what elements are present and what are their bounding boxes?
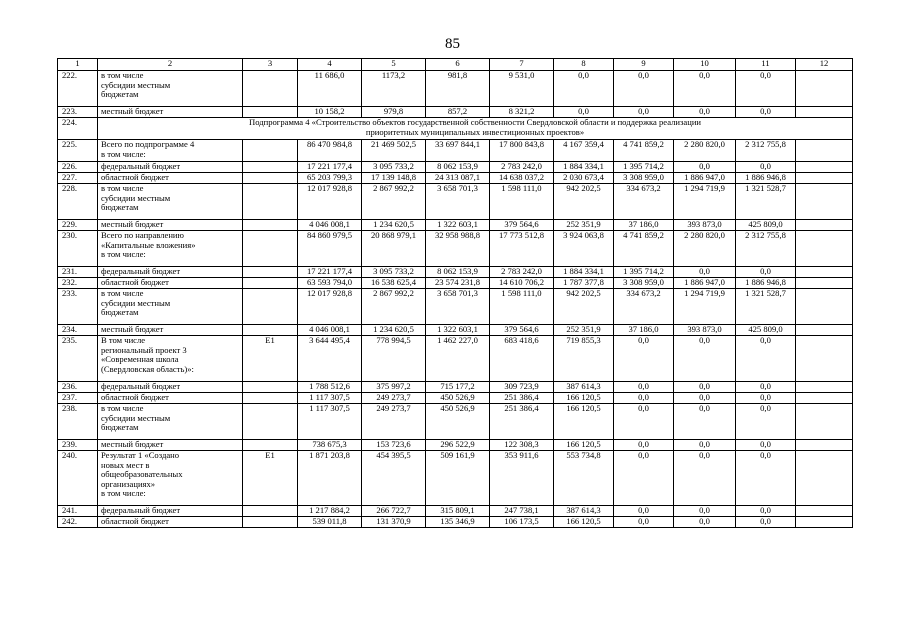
value-cell: 1 234 620,5 (362, 220, 426, 231)
value-cell: 0,0 (614, 451, 674, 506)
value-cell: 715 177,2 (426, 382, 490, 393)
column-header: 7 (490, 59, 554, 71)
value-cell: 3 658 701,3 (426, 184, 490, 220)
value-cell: 12 017 928,8 (298, 184, 362, 220)
value-cell: 17 221 177,4 (298, 267, 362, 278)
value-cell: 1 395 714,2 (614, 267, 674, 278)
row-number: 234. (58, 325, 98, 336)
row-label: местный бюджет (98, 220, 243, 231)
row-label: местный бюджет (98, 440, 243, 451)
value-cell: 23 574 231,8 (426, 278, 490, 289)
value-cell: 450 526,9 (426, 393, 490, 404)
empty-cell (796, 278, 853, 289)
row-label: областной бюджет (98, 517, 243, 528)
table-row (58, 382, 853, 393)
value-cell: 8 062 153,9 (426, 162, 490, 173)
value-cell: 166 120,5 (554, 393, 614, 404)
value-cell: 0,0 (674, 107, 736, 118)
value-cell: 553 734,8 (554, 451, 614, 506)
budget-table (57, 58, 853, 528)
value-cell: 249 273,7 (362, 404, 426, 440)
column-header: 6 (426, 59, 490, 71)
empty-cell (796, 231, 853, 267)
empty-cell (796, 173, 853, 184)
value-cell: 683 418,6 (490, 336, 554, 382)
value-cell: 251 386,4 (490, 404, 554, 440)
value-cell: 24 313 087,1 (426, 173, 490, 184)
value-cell: 0,0 (736, 451, 796, 506)
value-cell: 0,0 (614, 336, 674, 382)
value-cell: 1 294 719,9 (674, 289, 736, 325)
project-code (243, 325, 298, 336)
value-cell: 0,0 (674, 162, 736, 173)
value-cell: 3 095 733,2 (362, 162, 426, 173)
row-number: 235. (58, 336, 98, 382)
value-cell: 942 202,5 (554, 184, 614, 220)
value-cell: 9 531,0 (490, 71, 554, 107)
value-cell: 334 673,2 (614, 184, 674, 220)
row-number: 232. (58, 278, 98, 289)
table-row (58, 289, 853, 325)
row-label: местный бюджет (98, 325, 243, 336)
value-cell: 0,0 (736, 393, 796, 404)
row-label: областной бюджет (98, 393, 243, 404)
table-row (58, 267, 853, 278)
value-cell: 981,8 (426, 71, 490, 107)
value-cell: 3 924 063,8 (554, 231, 614, 267)
row-number: 227. (58, 173, 98, 184)
value-cell: 166 120,5 (554, 440, 614, 451)
value-cell: 3 658 701,3 (426, 289, 490, 325)
row-label: Всего по подпрограмме 4 в том числе: (98, 140, 243, 162)
value-cell: 379 564,6 (490, 325, 554, 336)
subprogram-title: Подпрограмма 4 «Строительство объектов государственной собственности Свердловской области и поддержка реализации приоритетных муниципальных инвестиционных проектов» (98, 118, 853, 140)
table-row (58, 184, 853, 220)
value-cell: 2 030 673,4 (554, 173, 614, 184)
column-header: 9 (614, 59, 674, 71)
value-cell: 1 117 307,5 (298, 393, 362, 404)
empty-cell (796, 267, 853, 278)
value-cell: 0,0 (554, 71, 614, 107)
column-header: 2 (98, 59, 243, 71)
column-header: 12 (796, 59, 853, 71)
project-code (243, 71, 298, 107)
value-cell: 17 139 148,8 (362, 173, 426, 184)
value-cell: 0,0 (736, 404, 796, 440)
project-code (243, 278, 298, 289)
row-label: В том числе региональный проект 3 «Современная школа (Свердловская область)»: (98, 336, 243, 382)
value-cell: 1 886 946,8 (736, 278, 796, 289)
value-cell: 979,8 (362, 107, 426, 118)
value-cell: 0,0 (674, 71, 736, 107)
value-cell: 1 886 946,8 (736, 173, 796, 184)
row-label: в том числе субсидии местным бюджетам (98, 289, 243, 325)
table-row (58, 440, 853, 451)
value-cell: 1 322 603,1 (426, 325, 490, 336)
table-row (58, 71, 853, 107)
value-cell: 1 462 227,0 (426, 336, 490, 382)
value-cell: 106 173,5 (490, 517, 554, 528)
value-cell: 0,0 (614, 71, 674, 107)
value-cell: 0,0 (736, 382, 796, 393)
value-cell: 1 234 620,5 (362, 325, 426, 336)
value-cell: 334 673,2 (614, 289, 674, 325)
table-row (58, 517, 853, 528)
row-number: 237. (58, 393, 98, 404)
table-row (58, 325, 853, 336)
value-cell: 425 809,0 (736, 220, 796, 231)
value-cell: 1 598 111,0 (490, 184, 554, 220)
table-row (58, 393, 853, 404)
empty-cell (796, 506, 853, 517)
project-code (243, 220, 298, 231)
value-cell: 131 370,9 (362, 517, 426, 528)
row-label: федеральный бюджет (98, 382, 243, 393)
row-number: 236. (58, 382, 98, 393)
column-header: 10 (674, 59, 736, 71)
value-cell: 4 167 359,4 (554, 140, 614, 162)
value-cell: 8 062 153,9 (426, 267, 490, 278)
value-cell: 379 564,6 (490, 220, 554, 231)
value-cell: 249 273,7 (362, 393, 426, 404)
value-cell: 0,0 (674, 382, 736, 393)
row-number: 230. (58, 231, 98, 267)
value-cell: 0,0 (674, 404, 736, 440)
value-cell: 296 522,9 (426, 440, 490, 451)
value-cell: 17 773 512,8 (490, 231, 554, 267)
row-number: 233. (58, 289, 98, 325)
value-cell: 778 994,5 (362, 336, 426, 382)
value-cell: 266 722,7 (362, 506, 426, 517)
value-cell: 33 697 844,1 (426, 140, 490, 162)
row-label: местный бюджет (98, 107, 243, 118)
page-number: 85 (445, 36, 460, 52)
value-cell: 2 867 992,2 (362, 289, 426, 325)
row-number: 229. (58, 220, 98, 231)
value-cell: 539 011,8 (298, 517, 362, 528)
value-cell: 1 871 203,8 (298, 451, 362, 506)
value-cell: 4 741 859,2 (614, 231, 674, 267)
value-cell: 3 644 495,4 (298, 336, 362, 382)
value-cell: 2 280 820,0 (674, 140, 736, 162)
row-number: 242. (58, 517, 98, 528)
value-cell: 393 873,0 (674, 325, 736, 336)
value-cell: 3 095 733,2 (362, 267, 426, 278)
empty-cell (796, 184, 853, 220)
value-cell: 375 997,2 (362, 382, 426, 393)
value-cell: 1 598 111,0 (490, 289, 554, 325)
value-cell: 387 614,3 (554, 506, 614, 517)
project-code (243, 517, 298, 528)
value-cell: 315 809,1 (426, 506, 490, 517)
value-cell: 11 686,0 (298, 71, 362, 107)
value-cell: 738 675,3 (298, 440, 362, 451)
empty-cell (796, 382, 853, 393)
row-number: 239. (58, 440, 98, 451)
value-cell: 4 046 008,1 (298, 220, 362, 231)
value-cell: 309 723,9 (490, 382, 554, 393)
value-cell: 0,0 (736, 440, 796, 451)
row-label: в том числе субсидии местным бюджетам (98, 71, 243, 107)
project-code: Е1 (243, 336, 298, 382)
value-cell: 166 120,5 (554, 517, 614, 528)
value-cell: 0,0 (614, 382, 674, 393)
table-row (58, 506, 853, 517)
project-code (243, 382, 298, 393)
row-number: 224. (58, 118, 98, 140)
row-label: в том числе субсидии местным бюджетам (98, 184, 243, 220)
value-cell: 252 351,9 (554, 325, 614, 336)
value-cell: 251 386,4 (490, 393, 554, 404)
value-cell: 3 308 959,0 (614, 278, 674, 289)
value-cell: 0,0 (736, 336, 796, 382)
row-label: областной бюджет (98, 278, 243, 289)
value-cell: 135 346,9 (426, 517, 490, 528)
value-cell: 1 884 334,1 (554, 162, 614, 173)
value-cell: 0,0 (614, 393, 674, 404)
value-cell: 1 886 947,0 (674, 278, 736, 289)
value-cell: 0,0 (614, 440, 674, 451)
project-code (243, 404, 298, 440)
value-cell: 1 117 307,5 (298, 404, 362, 440)
value-cell: 1 217 884,2 (298, 506, 362, 517)
value-cell: 252 351,9 (554, 220, 614, 231)
project-code (243, 140, 298, 162)
value-cell: 2 312 755,8 (736, 140, 796, 162)
project-code (243, 289, 298, 325)
value-cell: 942 202,5 (554, 289, 614, 325)
value-cell: 4 046 008,1 (298, 325, 362, 336)
table-row (58, 140, 853, 162)
value-cell: 86 470 984,8 (298, 140, 362, 162)
table-row (58, 220, 853, 231)
value-cell: 37 186,0 (614, 220, 674, 231)
value-cell: 0,0 (554, 107, 614, 118)
column-number-row (58, 59, 853, 71)
table-row (58, 231, 853, 267)
value-cell: 0,0 (736, 107, 796, 118)
empty-cell (796, 325, 853, 336)
value-cell: 63 593 794,0 (298, 278, 362, 289)
value-cell: 1 788 512,6 (298, 382, 362, 393)
project-code (243, 231, 298, 267)
row-number: 222. (58, 71, 98, 107)
empty-cell (796, 71, 853, 107)
project-code (243, 162, 298, 173)
row-number: 226. (58, 162, 98, 173)
value-cell: 425 809,0 (736, 325, 796, 336)
row-number: 228. (58, 184, 98, 220)
value-cell: 0,0 (736, 517, 796, 528)
value-cell: 2 312 755,8 (736, 231, 796, 267)
table-row (58, 107, 853, 118)
value-cell: 509 161,9 (426, 451, 490, 506)
row-number: 231. (58, 267, 98, 278)
table-row (58, 173, 853, 184)
value-cell: 1 886 947,0 (674, 173, 736, 184)
empty-cell (796, 404, 853, 440)
value-cell: 17 221 177,4 (298, 162, 362, 173)
value-cell: 1 395 714,2 (614, 162, 674, 173)
row-label: федеральный бюджет (98, 162, 243, 173)
value-cell: 0,0 (736, 267, 796, 278)
value-cell: 387 614,3 (554, 382, 614, 393)
value-cell: 17 800 843,8 (490, 140, 554, 162)
value-cell: 0,0 (674, 267, 736, 278)
value-cell: 0,0 (614, 517, 674, 528)
value-cell: 0,0 (614, 404, 674, 440)
table-row (58, 162, 853, 173)
project-code: Е1 (243, 451, 298, 506)
row-number: 241. (58, 506, 98, 517)
project-code (243, 267, 298, 278)
project-code (243, 184, 298, 220)
table-row (58, 278, 853, 289)
row-label: в том числе субсидии местным бюджетам (98, 404, 243, 440)
value-cell: 2 280 820,0 (674, 231, 736, 267)
value-cell: 1 321 528,7 (736, 184, 796, 220)
value-cell: 2 783 242,0 (490, 267, 554, 278)
empty-cell (796, 517, 853, 528)
value-cell: 84 860 979,5 (298, 231, 362, 267)
value-cell: 153 723,6 (362, 440, 426, 451)
value-cell: 0,0 (614, 107, 674, 118)
row-number: 238. (58, 404, 98, 440)
empty-cell (796, 451, 853, 506)
value-cell: 0,0 (674, 517, 736, 528)
row-number: 240. (58, 451, 98, 506)
value-cell: 719 855,3 (554, 336, 614, 382)
value-cell: 8 321,2 (490, 107, 554, 118)
value-cell: 0,0 (674, 451, 736, 506)
table-row (58, 404, 853, 440)
value-cell: 1 322 603,1 (426, 220, 490, 231)
value-cell: 14 638 037,2 (490, 173, 554, 184)
value-cell: 21 469 502,5 (362, 140, 426, 162)
table-row (58, 118, 853, 140)
value-cell: 1173,2 (362, 71, 426, 107)
value-cell: 12 017 928,8 (298, 289, 362, 325)
value-cell: 1 321 528,7 (736, 289, 796, 325)
value-cell: 247 738,1 (490, 506, 554, 517)
value-cell: 353 911,6 (490, 451, 554, 506)
value-cell: 14 610 706,2 (490, 278, 554, 289)
column-header: 8 (554, 59, 614, 71)
value-cell: 1 884 334,1 (554, 267, 614, 278)
value-cell: 0,0 (674, 440, 736, 451)
table-row (58, 336, 853, 382)
value-cell: 1 294 719,9 (674, 184, 736, 220)
value-cell: 122 308,3 (490, 440, 554, 451)
project-code (243, 107, 298, 118)
value-cell: 16 538 625,4 (362, 278, 426, 289)
row-number: 223. (58, 107, 98, 118)
row-number: 225. (58, 140, 98, 162)
table-row (58, 451, 853, 506)
value-cell: 0,0 (736, 162, 796, 173)
value-cell: 0,0 (674, 336, 736, 382)
empty-cell (796, 289, 853, 325)
row-label: федеральный бюджет (98, 506, 243, 517)
row-label: федеральный бюджет (98, 267, 243, 278)
value-cell: 450 526,9 (426, 404, 490, 440)
row-label: областной бюджет (98, 173, 243, 184)
empty-cell (796, 107, 853, 118)
value-cell: 0,0 (614, 506, 674, 517)
column-header: 11 (736, 59, 796, 71)
empty-cell (796, 336, 853, 382)
empty-cell (796, 140, 853, 162)
value-cell: 1 787 377,8 (554, 278, 614, 289)
row-label: Всего по направлению «Капитальные вложения» в том числе: (98, 231, 243, 267)
value-cell: 2 867 992,2 (362, 184, 426, 220)
value-cell: 10 158,2 (298, 107, 362, 118)
column-header: 3 (243, 59, 298, 71)
project-code (243, 506, 298, 517)
project-code (243, 440, 298, 451)
row-label: Результат 1 «Создано новых мест в общеобразовательных организациях» в том числе: (98, 451, 243, 506)
value-cell: 454 395,5 (362, 451, 426, 506)
value-cell: 65 203 799,3 (298, 173, 362, 184)
project-code (243, 173, 298, 184)
value-cell: 393 873,0 (674, 220, 736, 231)
empty-cell (796, 393, 853, 404)
value-cell: 32 958 988,8 (426, 231, 490, 267)
value-cell: 166 120,5 (554, 404, 614, 440)
column-header: 4 (298, 59, 362, 71)
value-cell: 4 741 859,2 (614, 140, 674, 162)
empty-cell (796, 220, 853, 231)
value-cell: 0,0 (674, 506, 736, 517)
value-cell: 0,0 (736, 506, 796, 517)
value-cell: 20 868 979,1 (362, 231, 426, 267)
value-cell: 2 783 242,0 (490, 162, 554, 173)
value-cell: 0,0 (736, 71, 796, 107)
value-cell: 0,0 (674, 393, 736, 404)
value-cell: 3 308 959,0 (614, 173, 674, 184)
empty-cell (796, 440, 853, 451)
table-body (58, 71, 853, 528)
empty-cell (796, 162, 853, 173)
value-cell: 37 186,0 (614, 325, 674, 336)
column-header: 5 (362, 59, 426, 71)
column-header: 1 (58, 59, 98, 71)
value-cell: 857,2 (426, 107, 490, 118)
project-code (243, 393, 298, 404)
